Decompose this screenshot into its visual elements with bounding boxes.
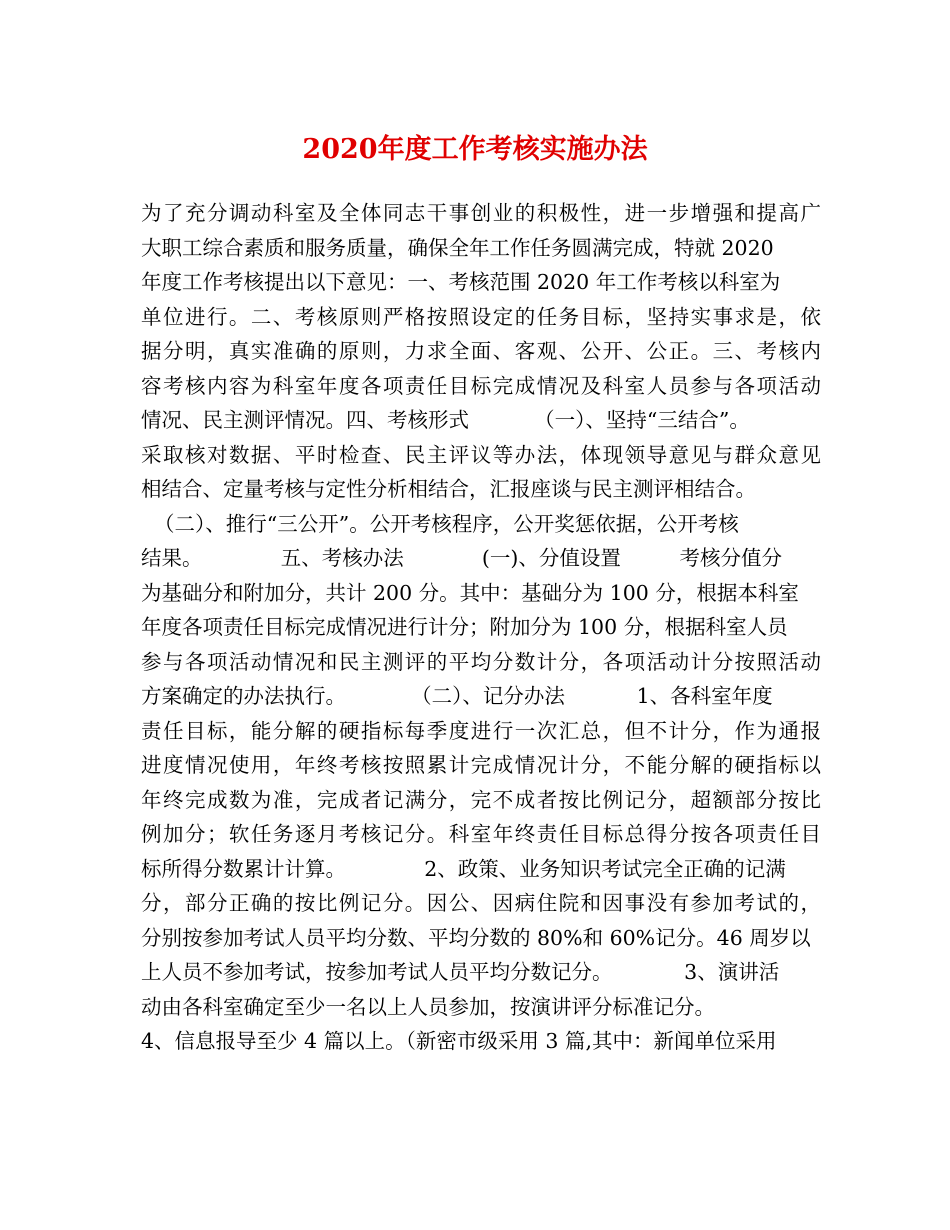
body-line: 为了充分调动科室及全体同志干事创业的积极性，进一步增强和提高广 <box>141 201 821 225</box>
document-body <box>141 196 821 1059</box>
body-line: 大职工综合素质和服务质量，确保全年工作任务圆满完成，特就 2020 <box>141 235 774 260</box>
body-line: 为基础分和附加分，共计 200 分。其中：基础分为 100 分，根据本科室 <box>141 580 799 605</box>
body-line: 采取核对数据、平时检查、民主评议等办法，体现领导意见与群众意见 <box>141 442 821 467</box>
body-line: 分别按参加考试人员平均分数、平均分数的 80%和 60%记分。46 周岁以 <box>141 925 811 950</box>
body-line: 情况、民主测评情况。四、考核形式 （一）、坚持“三结合”。 <box>141 408 750 432</box>
body-line: 例加分；软任务逐月考核记分。科室年终责任目标总得分按各项责任目 <box>141 822 821 846</box>
body-line: 相结合、定量考核与定性分析相结合，汇报座谈与民主测评相结合。 <box>141 477 756 501</box>
body-line: 参与各项活动情况和民主测评的平均分数计分，各项活动计分按照活动 <box>141 649 821 674</box>
body-line: 标所得分数累计计算。 2、政策、业务知识考试完全正确的记满 <box>141 856 786 881</box>
body-line: 责任目标，能分解的硬指标每季度进行一次汇总，但不计分，作为通报 <box>141 718 821 743</box>
body-line: 进度情况使用，年终考核按照累计完成情况计分，不能分解的硬指标以 <box>141 753 821 777</box>
body-line: （二）、推行“三公开”。公开考核程序，公开奖惩依据，公开考核 <box>141 511 739 536</box>
body-line: 分，部分正确的按比例记分。因公、因病住院和因事没有参加考试的， <box>141 891 821 915</box>
body-line: 单位进行。二、考核原则严格按照设定的任务目标，坚持实事求是，依 <box>141 304 821 329</box>
body-line: 年终完成数为准，完成者记满分，完不成者按比例记分，超额部分按比 <box>141 787 821 812</box>
body-line: 上人员不参加考试，按参加考试人员平均分数记分。 3、演讲活 <box>141 960 780 984</box>
body-line: 方案确定的办法执行。 （二）、记分办法 1、各科室年度 <box>141 684 773 708</box>
body-line: 年度工作考核提出以下意见：一、考核范围 2020 年工作考核以科室为 <box>141 270 781 294</box>
body-line: 4、信息报导至少 4 篇以上。（新密市级采用 3 篇,其中：新闻单位采用 <box>141 1029 777 1053</box>
body-line: 年度各项责任目标完成情况进行计分；附加分为 100 分，根据科室人员 <box>141 615 788 639</box>
body-line: 动由各科室确定至少一名以上人员参加，按演讲评分标准记分。 <box>141 994 715 1019</box>
document-title: 2020年度工作考核实施办法 <box>302 134 648 165</box>
body-line: 结果。 五、考核办法 (一)、分值设置 考核分值分 <box>141 546 783 570</box>
body-line: 据分明，真实准确的原则，力求全面、客观、公开、公正。三、考核内 <box>141 339 821 363</box>
body-line: 容考核内容为科室年度各项责任目标完成情况及科室人员参与各项活动 <box>141 373 821 398</box>
